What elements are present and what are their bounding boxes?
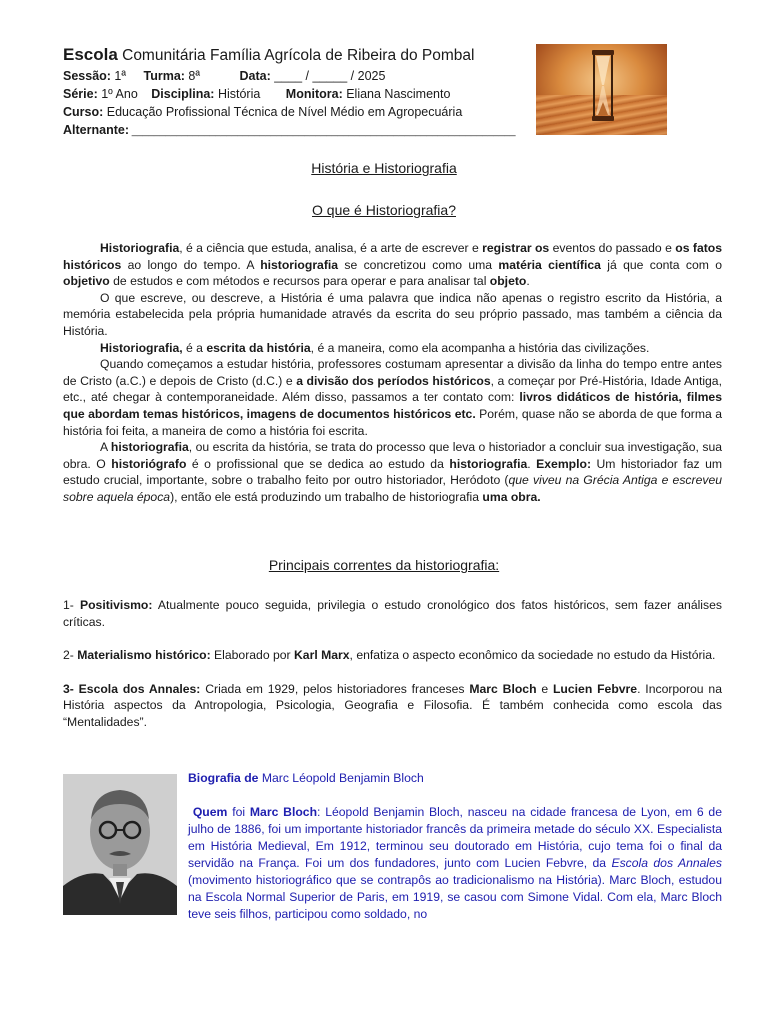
biography-block [188,770,722,923]
curso-line: Curso: Educação Profissional Técnica de Nível Médio em Agropecuária [63,105,463,119]
paragraph-historiographer: A historiografia, ou escrita da história, se trata do processo que leva o historiador a concluir sua investigação, sua obra. O historiógrafo é o profissional que se dedica ao estudo da historiografia. Exemplo: Um historiador faz um estudo crucial, importante, sobre o trabalho feito por outro historiador, Heródoto (que viveu na Grécia Antiga e escreveu sobre aquela época), então ele está produzindo um trabalho de historiografia uma obra. [63,440,723,504]
portrait-icon [63,774,177,915]
correntes-title: Principais correntes da historiografia: [268,557,500,573]
session-line: Sessão: 1ª Turma: 8ª Data: ____ / _____ / 2025 [63,69,386,83]
school-name: Escola Comunitária Família Agrícola de Ribeira do Pombal [63,45,475,64]
intro-text [63,240,722,506]
hourglass-icon [536,44,667,135]
paragraph-writing: Historiografia, é a escrita da história, é a maneira, como ela acompanha a história das civilizações. [100,340,650,355]
list-item-materialismo: 2- Materialismo histórico: Elaborado por Karl Marx, enfatiza o aspecto econômico da sociedade no estudo da História. [63,648,716,663]
biography-title: Biografia de Marc Léopold Benjamin Bloch [188,771,424,785]
school-header [63,44,533,141]
paragraph-definition: Historiografia, é a ciência que estuda, analisa, é a arte de escrever e registrar os eventos do passado e os fatos históricos ao longo do tempo. A historiografia se concretizou como uma matéria científica já que conta com o objetivo de estudos e com métodos e recursos para operar e para analisar tal objeto. [63,241,723,289]
biography-text: Quem foi Marc Bloch: Léopold Benjamin Bloch, nasceu na cidade francesa de Lyon, em 6 de julho de 1886, foi um importante historiador francês da primeira metade do século XX. Especialista em História Medieval, Em 1912, terminou seu doutorado em História, cujo tema foi o final da servidão na França. Foi um dos fundadores, junto com Lucien Febvre, da Escola dos Annales (movimento historiográfico que se contrapôs ao tradicionalismo na História). Marc Bloch, estudou na Escola Normal Superior de Paris, em 1919, se casou com Simone Vidal. Com ela, Marc Bloch teve seis filhos, participou como soldado, no [188,805,723,921]
alternante-line: Alternante: _____________________________________________________________________ [63,123,516,137]
main-title: História e Historiografia [311,160,457,176]
hourglass-image [536,44,667,135]
serie-line: Série: 1º Ano Disciplina: História Monitora: Eliana Nascimento [63,87,451,101]
paragraph-history-word: O que escreve, ou descreve, a História é uma palavra que indica não apenas o registro escrito da História, a memória estabelecida pela própria humanidade através da escrita do seu próprio passado, mas também a ciência da História. [63,290,722,338]
paragraph-timeline: Quando começamos a estudar história, professores costumam apresentar a divisão da linha do tempo entre antes de Cristo (a.C.) e depois de Cristo (d.C.) e a divisão dos períodos históricos, a começar por Pré-História, Idade Antiga, etc., até chegar à contemporaneidade. Além disso, passamos a ter contato com: livros didáticos de história, filmes que abordam temas históricos, imagens de documentos históricos etc. Porém, quase não se aborda de que forma a história foi feita, a maneira de como a história foi escrita. [63,357,722,438]
marc-bloch-portrait [63,774,177,915]
list-item-positivismo: 1- Positivismo: Atualmente pouco seguida, privilegia o estudo cronológico dos fatos históricos, sem fazer análises críticas. [63,598,722,629]
list-item-annales: 3- Escola dos Annales: Criada em 1929, pelos historiadores franceses Marc Bloch e Lucien Febvre. Incorporou na História aspectos da Antropologia, Psicologia, Geografia e Filosofia. É também conhecida como escola das “Mentalidades”. [63,681,722,729]
correntes-list [63,597,722,731]
question-title: O que é Historiografia? [312,202,456,218]
